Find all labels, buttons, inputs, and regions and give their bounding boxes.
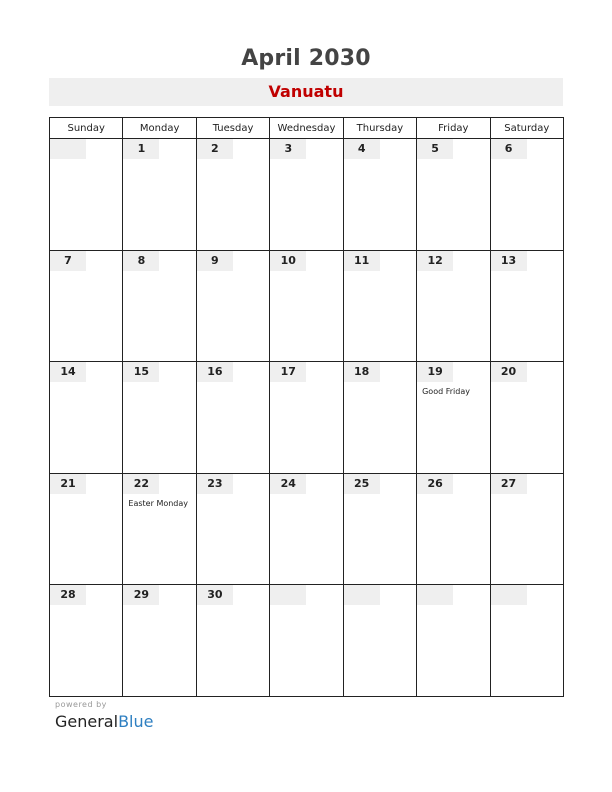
empty-day-cell bbox=[343, 585, 416, 697]
day-cell bbox=[417, 250, 490, 362]
day-cell bbox=[50, 585, 123, 697]
day-cell bbox=[50, 250, 123, 362]
powered-by-text: powered by bbox=[55, 700, 107, 709]
weekday-header-row bbox=[50, 118, 564, 139]
day-number: 30 bbox=[197, 585, 233, 605]
day-cell bbox=[490, 362, 563, 474]
day-number: 10 bbox=[270, 251, 306, 271]
day-cell bbox=[490, 473, 563, 585]
weekday-header: Sunday bbox=[50, 118, 123, 139]
week-row bbox=[50, 139, 564, 251]
footer bbox=[55, 700, 153, 731]
day-cell bbox=[417, 362, 490, 474]
day-cell bbox=[343, 362, 416, 474]
empty-day-cell bbox=[50, 139, 123, 251]
day-cell bbox=[196, 139, 269, 251]
day-number: 21 bbox=[50, 474, 86, 494]
day-number: 22 bbox=[123, 474, 159, 494]
day-cell bbox=[270, 250, 343, 362]
day-number: 7 bbox=[50, 251, 86, 271]
day-cell bbox=[343, 250, 416, 362]
day-cell bbox=[50, 362, 123, 474]
empty-day-box bbox=[50, 139, 86, 159]
weekday-header: Monday bbox=[123, 118, 196, 139]
day-number: 24 bbox=[270, 474, 306, 494]
day-number: 20 bbox=[491, 362, 527, 382]
day-number: 26 bbox=[417, 474, 453, 494]
day-cell bbox=[270, 362, 343, 474]
day-number: 9 bbox=[197, 251, 233, 271]
country-banner bbox=[49, 78, 563, 106]
day-number: 27 bbox=[491, 474, 527, 494]
week-row bbox=[50, 250, 564, 362]
day-number: 8 bbox=[123, 251, 159, 271]
day-number: 12 bbox=[417, 251, 453, 271]
weekday-header: Thursday bbox=[343, 118, 416, 139]
week-row bbox=[50, 473, 564, 585]
day-cell bbox=[343, 139, 416, 251]
weekday-header: Wednesday bbox=[270, 118, 343, 139]
day-cell bbox=[417, 473, 490, 585]
empty-day-cell bbox=[270, 585, 343, 697]
day-cell bbox=[270, 139, 343, 251]
weekday-header: Tuesday bbox=[196, 118, 269, 139]
day-cell bbox=[123, 139, 196, 251]
empty-day-cell bbox=[417, 585, 490, 697]
empty-day-cell bbox=[490, 585, 563, 697]
brand-blue: Blue bbox=[118, 712, 154, 731]
day-cell bbox=[343, 473, 416, 585]
week-row bbox=[50, 585, 564, 697]
country-name: Vanuatu bbox=[268, 82, 344, 101]
day-number: 15 bbox=[123, 362, 159, 382]
day-number: 1 bbox=[123, 139, 159, 159]
calendar-grid bbox=[49, 117, 564, 697]
day-number: 25 bbox=[344, 474, 380, 494]
day-number: 11 bbox=[344, 251, 380, 271]
day-cell bbox=[123, 250, 196, 362]
day-number: 23 bbox=[197, 474, 233, 494]
empty-day-box bbox=[491, 585, 527, 605]
day-cell bbox=[196, 362, 269, 474]
day-cell bbox=[270, 473, 343, 585]
day-cell bbox=[123, 362, 196, 474]
weekday-header: Saturday bbox=[490, 118, 563, 139]
day-number: 3 bbox=[270, 139, 306, 159]
day-number: 28 bbox=[50, 585, 86, 605]
day-number: 29 bbox=[123, 585, 159, 605]
day-cell bbox=[123, 585, 196, 697]
generalblue-logo[interactable] bbox=[55, 712, 153, 731]
brand-general: General bbox=[55, 712, 119, 731]
day-number: 14 bbox=[50, 362, 86, 382]
empty-day-box bbox=[270, 585, 306, 605]
weekday-header: Friday bbox=[417, 118, 490, 139]
day-number: 13 bbox=[491, 251, 527, 271]
day-cell bbox=[490, 250, 563, 362]
day-cell bbox=[196, 473, 269, 585]
holiday-label: Good Friday bbox=[422, 387, 470, 397]
day-number: 16 bbox=[197, 362, 233, 382]
day-number: 17 bbox=[270, 362, 306, 382]
empty-day-box bbox=[344, 585, 380, 605]
page-title: April 2030 bbox=[241, 46, 371, 71]
day-number: 2 bbox=[197, 139, 233, 159]
empty-day-box bbox=[417, 585, 453, 605]
day-number: 19 bbox=[417, 362, 453, 382]
day-cell bbox=[196, 250, 269, 362]
day-number: 6 bbox=[491, 139, 527, 159]
day-cell bbox=[417, 139, 490, 251]
day-cell bbox=[490, 139, 563, 251]
day-cell bbox=[196, 585, 269, 697]
week-row bbox=[50, 362, 564, 474]
day-cell bbox=[50, 473, 123, 585]
day-cell bbox=[123, 473, 196, 585]
holiday-label: Easter Monday bbox=[128, 498, 189, 508]
day-number: 5 bbox=[417, 139, 453, 159]
day-number: 18 bbox=[344, 362, 380, 382]
day-number: 4 bbox=[344, 139, 380, 159]
